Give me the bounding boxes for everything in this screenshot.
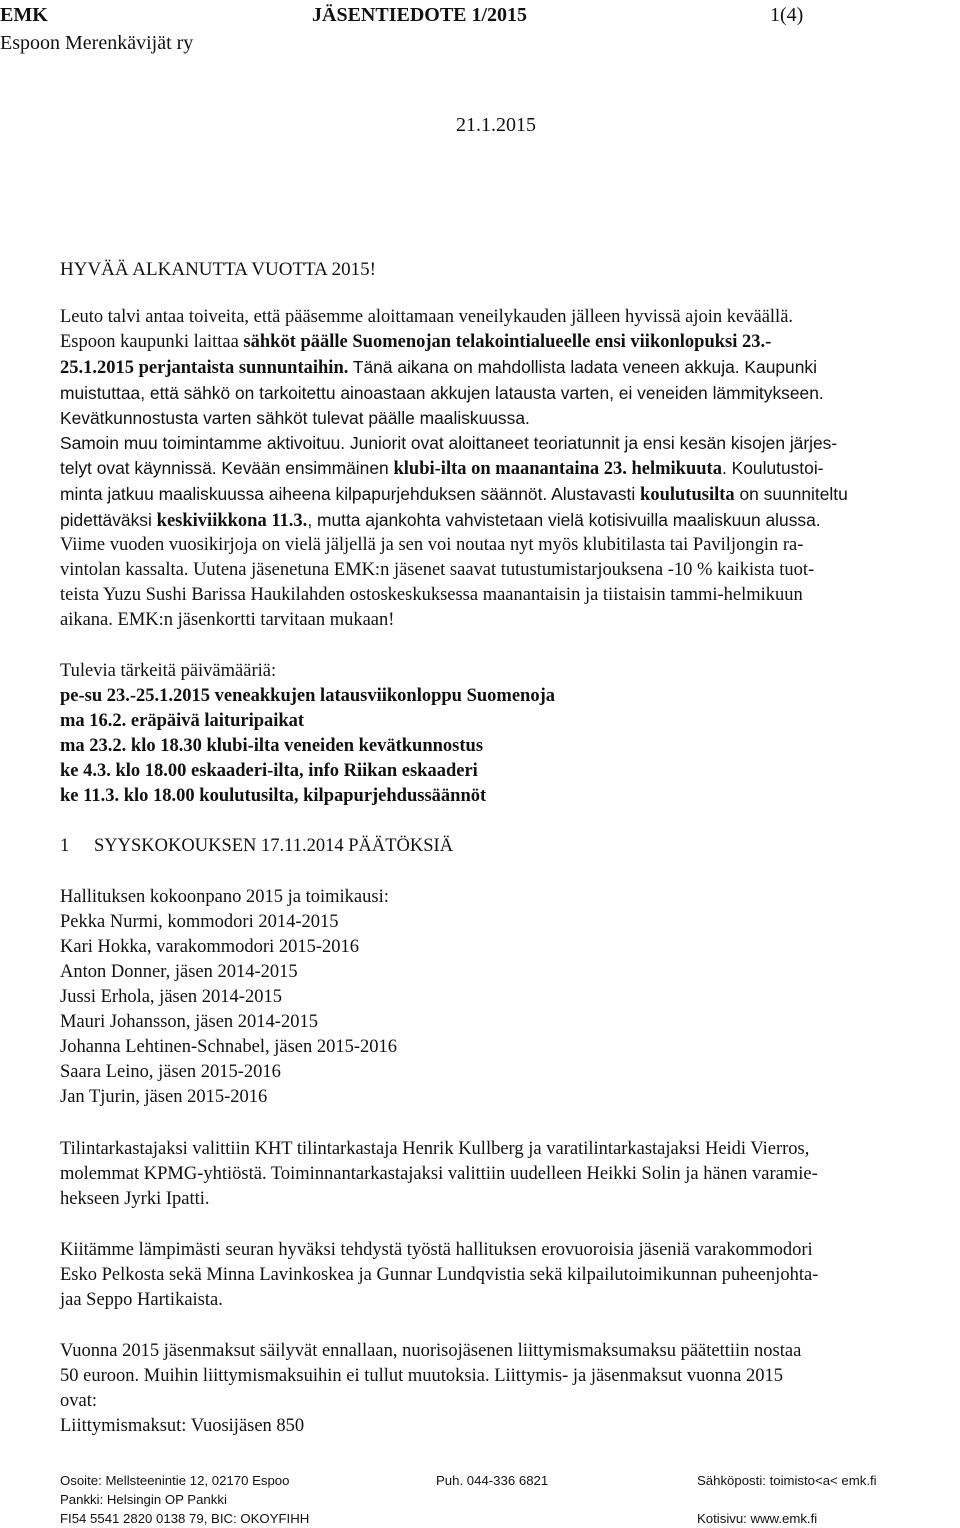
document-title: JÄSENTIEDOTE 1/2015 (312, 4, 528, 26)
section-title: SYYSKOKOUKSEN 17.11.2014 PÄÄTÖKSIÄ (94, 836, 454, 856)
intro-line (60, 456, 960, 482)
yearbook-paragraph (60, 533, 960, 633)
intro-bold-text: 25.1.2015 perjantaista sunnuntaihin. (60, 358, 349, 378)
yearbook-line: teista Yuzu Sushi Barissa Haukilahden ostoskeskuksessa maanantaisin ja tiistaisin tammi-helmikuun (60, 585, 803, 605)
board-member: Pekka Nurmi, kommodori 2014-2015 (60, 912, 339, 932)
intro-paragraph (60, 305, 960, 534)
org-full-name: Espoon Merenkävijät ry (0, 32, 194, 54)
intro-line: Samoin muu toimintamme aktivoituu. Juniorit ovat aloittaneet teoriatunnit ja ensi kesän kisojen järjes- (60, 433, 838, 453)
board-list (60, 885, 960, 1110)
footer-bank: Pankki: Helsingin OP Pankki (60, 1492, 227, 1507)
intro-bold-text: klubi-ilta on maanantaina 23. helmikuuta (393, 459, 722, 479)
board-member: Johanna Lehtinen-Schnabel, jäsen 2015-2016 (60, 1037, 398, 1057)
footer-website[interactable]: Kotisivu: www.emk.fi (697, 1511, 818, 1526)
board-member: Jussi Erhola, jäsen 2014-2015 (60, 987, 282, 1007)
intro-line: muistuttaa, että sähkö on tarkoitettu ainoastaan akkujen latausta varten, ei veneiden lämmitykseen. (60, 383, 824, 403)
date-item: ma 16.2. eräpäivä laituripaikat (60, 711, 305, 731)
footer-email[interactable]: Sähköposti: toimisto<a< emk.fi (697, 1473, 877, 1488)
intro-text: Tänä aikana on mahdollista ladata veneen akkuja. Kaupunki (348, 357, 817, 377)
date-item: ma 23.2. klo 18.30 klubi-ilta veneiden kevätkunnostus (60, 736, 484, 756)
board-heading: Hallituksen kokoonpano 2015 ja toimikausi: (60, 887, 389, 907)
intro-text: . Koulutustoi- (721, 458, 824, 478)
important-dates (60, 659, 960, 809)
intro-bold-text: koulutusilta (640, 485, 735, 505)
intro-line: Kevätkunnostusta varten sähköt tulevat päälle maaliskuussa. (60, 408, 530, 428)
intro-line (60, 330, 960, 355)
org-short-name: EMK (0, 4, 48, 26)
fees-line: 50 euroon. Muihin liittymismaksuihin ei tullut muutoksia. Liittymis- ja jäsenmaksut vuonna 2015 (60, 1366, 783, 1386)
intro-line (60, 355, 960, 381)
auditors-line: Tilintarkastajaksi valittiin KHT tilintarkastaja Henrik Kullberg ja varatilintarkastajaksi Heidi Vierros, (60, 1139, 810, 1159)
auditors-line: hekseen Jyrki Ipatti. (60, 1189, 210, 1209)
thanks-paragraph (60, 1238, 960, 1313)
intro-line (60, 508, 960, 534)
thanks-line: Esko Pelkosta sekä Minna Lavinkoskea ja Gunnar Lundqvistia sekä kilpailutoimikunnan puheenjohta- (60, 1265, 819, 1285)
board-member: Kari Hokka, varakommodori 2015-2016 (60, 937, 360, 957)
intro-text: telyt ovat käynnissä. Kevään ensimmäinen (60, 458, 394, 478)
dates-heading: Tulevia tärkeitä päivämääriä: (60, 661, 277, 681)
yearbook-line: vintolan kassalta. Uutena jäsenetuna EMK:n jäsenet saavat tutustumistarjouksena -10 % kaikista tuot- (60, 560, 815, 580)
yearbook-line: aikana. EMK:n jäsenkortti tarvitaan mukaan! (60, 610, 395, 630)
document-date: 21.1.2015 (456, 114, 536, 136)
footer-phone: Puh. 044-336 6821 (436, 1473, 549, 1488)
board-member: Jan Tjurin, jäsen 2015-2016 (60, 1087, 268, 1107)
section-number: 1 (60, 836, 70, 856)
board-member: Anton Donner, jäsen 2014-2015 (60, 962, 298, 982)
intro-bold-text: sähköt päälle Suomenojan telakointialueelle ensi viikonlopuksi 23.- (243, 332, 772, 352)
fees-line: Liittymismaksut: Vuosijäsen 850 (60, 1416, 305, 1436)
auditors-paragraph (60, 1137, 960, 1212)
board-member: Mauri Johansson, jäsen 2014-2015 (60, 1012, 318, 1032)
fees-line: ovat: (60, 1391, 97, 1411)
intro-line: Leuto talvi antaa toiveita, että pääsemme aloittamaan veneilykauden jälleen hyvissä ajoin keväällä. (60, 307, 794, 327)
footer-account: FI54 5541 2820 0138 79, BIC: OKOYFIHH (60, 1511, 310, 1526)
date-item: pe-su 23.-25.1.2015 veneakkujen latausviikonloppu Suomenoja (60, 686, 555, 706)
board-member: Saara Leino, jäsen 2015-2016 (60, 1062, 281, 1082)
intro-text: minta jatkuu maaliskuussa aiheena kilpapurjehduksen säännöt. Alustavasti (60, 484, 641, 504)
intro-text: Espoon kaupunki laittaa (60, 332, 244, 352)
thanks-line: Kiitämme lämpimästi seuran hyväksi tehdystä työstä hallituksen erovuoroisia jäseniä varakommodori (60, 1240, 813, 1260)
auditors-line: molemmat KPMG-yhtiöstä. Toiminnantarkastajaksi valittiin uudelleen Heikki Solin ja hänen varamie- (60, 1164, 818, 1184)
footer-address: Osoite: Mellsteenintie 12, 02170 Espoo (60, 1473, 290, 1488)
fees-line: Vuonna 2015 jäsenmaksut säilyvät ennallaan, nuorisojäsenen liittymismaksumaksu päätettiin nostaa (60, 1341, 802, 1361)
greeting-heading: HYVÄÄ ALKANUTTA VUOTTA 2015! (60, 259, 376, 280)
intro-bold-text: keskiviikkona 11.3. (156, 511, 308, 531)
intro-text: on suunniteltu (734, 484, 848, 504)
intro-text: , mutta ajankohta vahvistetaan vielä kotisivuilla maaliskuun alussa. (307, 510, 821, 530)
date-item: ke 4.3. klo 18.00 eskaaderi-ilta, info Riikan eskaaderi (60, 761, 478, 781)
thanks-line: jaa Seppo Hartikaista. (60, 1290, 223, 1310)
intro-line (60, 482, 960, 508)
date-item: ke 11.3. klo 18.00 koulutusilta, kilpapurjehdussäännöt (60, 786, 487, 806)
page-number: 1(4) (770, 4, 804, 26)
intro-text: pidettäväksi (60, 510, 157, 530)
yearbook-line: Viime vuoden vuosikirjoja on vielä jäljellä ja sen voi noutaa nyt myös klubitilasta tai Paviljongin ra- (60, 535, 804, 555)
fees-paragraph (60, 1339, 960, 1439)
